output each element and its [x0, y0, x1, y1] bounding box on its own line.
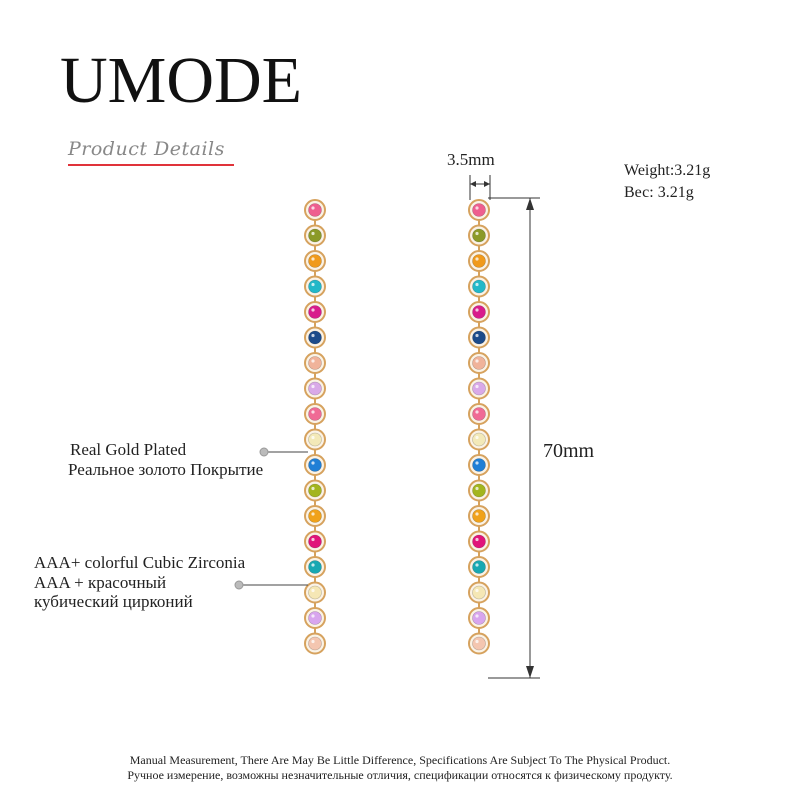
right-stone-12: [473, 484, 486, 497]
right-stone-sparkle-8: [475, 385, 478, 388]
left-stone-5: [309, 306, 322, 319]
right-stone-5: [473, 306, 486, 319]
zirconia-label-ru-1: AAA + красочный: [34, 573, 167, 592]
right-stone-6: [473, 331, 486, 344]
right-stone-sparkle-17: [475, 614, 478, 617]
left-stone-sparkle-12: [311, 487, 314, 490]
right-stone-sparkle-12: [475, 487, 478, 490]
length-dimension-label: 70mm: [543, 440, 595, 462]
right-stone-sparkle-11: [475, 461, 478, 464]
right-stone-sparkle-1: [475, 206, 478, 209]
right-stone-sparkle-7: [475, 359, 478, 362]
disclaimer-en: Manual Measurement, There Are May Be Little Difference, Specifications Are Subject To The Physical Product.: [129, 753, 671, 767]
left-stone-sparkle-14: [311, 538, 314, 541]
zirconia-label-ru-2: кубический цирконий: [34, 592, 193, 611]
right-stone-4: [473, 280, 486, 293]
left-stone-16: [309, 586, 322, 599]
left-stone-sparkle-3: [311, 257, 314, 260]
right-stone-15: [473, 561, 486, 574]
right-stone-sparkle-5: [475, 308, 478, 311]
right-stone-sparkle-14: [475, 538, 478, 541]
weight-label-en: Weight:3.21g: [624, 162, 711, 179]
left-stone-sparkle-13: [311, 512, 314, 515]
left-stone-7: [309, 357, 322, 370]
left-stone-9: [309, 408, 322, 421]
right-stone-3: [473, 255, 486, 268]
left-stone-6: [309, 331, 322, 344]
left-stone-12: [309, 484, 322, 497]
right-stone-9: [473, 408, 486, 421]
earring-right: [469, 200, 489, 654]
left-stone-1: [309, 204, 322, 217]
right-stone-sparkle-16: [475, 589, 478, 592]
right-stone-sparkle-10: [475, 436, 478, 439]
left-stone-14: [309, 535, 322, 548]
right-stone-sparkle-2: [475, 232, 478, 235]
right-stone-sparkle-18: [475, 640, 478, 643]
left-stone-sparkle-18: [311, 640, 314, 643]
left-stone-10: [309, 433, 322, 446]
left-stone-sparkle-15: [311, 563, 314, 566]
left-stone-sparkle-7: [311, 359, 314, 362]
left-stone-sparkle-6: [311, 334, 314, 337]
right-stone-7: [473, 357, 486, 370]
right-stone-13: [473, 510, 486, 523]
brand-tagline: Product Details: [68, 138, 225, 160]
left-stone-8: [309, 382, 322, 395]
right-stone-16: [473, 586, 486, 599]
left-stone-sparkle-4: [311, 283, 314, 286]
left-stone-sparkle-17: [311, 614, 314, 617]
right-stone-sparkle-15: [475, 563, 478, 566]
disclaimer-ru: Ручное измерение, возможны незначительные отличия, спецификации относятся к физическому продукту.: [127, 768, 673, 782]
gold-plated-label-en: Real Gold Plated: [70, 440, 187, 459]
right-stone-sparkle-3: [475, 257, 478, 260]
length-arrowhead-bottom: [526, 666, 534, 678]
right-stone-8: [473, 382, 486, 395]
zirconia-label-en: AAA+ colorful Cubic Zirconia: [34, 553, 246, 572]
left-stone-4: [309, 280, 322, 293]
right-stone-sparkle-9: [475, 410, 478, 413]
width-arrowhead-left: [470, 181, 476, 187]
left-stone-13: [309, 510, 322, 523]
brand-logo: UMODE: [60, 44, 302, 117]
width-arrowhead-right: [484, 181, 490, 187]
weight-label-ru: Вес: 3.21g: [624, 184, 694, 201]
width-dimension-label: 3.5mm: [447, 150, 495, 169]
left-stone-11: [309, 459, 322, 472]
left-stone-sparkle-9: [311, 410, 314, 413]
right-stone-14: [473, 535, 486, 548]
length-arrowhead-top: [526, 198, 534, 210]
right-stone-10: [473, 433, 486, 446]
right-stone-18: [473, 637, 486, 650]
right-stone-11: [473, 459, 486, 472]
right-stone-17: [473, 612, 486, 625]
gold-plated-label-ru: Реальное золото Покрытие: [68, 460, 264, 479]
left-stone-sparkle-10: [311, 436, 314, 439]
left-stone-sparkle-16: [311, 589, 314, 592]
left-stone-sparkle-1: [311, 206, 314, 209]
right-stone-sparkle-6: [475, 334, 478, 337]
gold-leader-dot: [260, 448, 268, 456]
left-stone-sparkle-2: [311, 232, 314, 235]
left-stone-18: [309, 637, 322, 650]
right-stone-1: [473, 204, 486, 217]
left-stone-sparkle-5: [311, 308, 314, 311]
right-stone-sparkle-4: [475, 283, 478, 286]
right-stone-2: [473, 229, 486, 242]
left-stone-3: [309, 255, 322, 268]
left-stone-2: [309, 229, 322, 242]
zirconia-leader-dot: [235, 581, 243, 589]
left-stone-sparkle-8: [311, 385, 314, 388]
left-stone-17: [309, 612, 322, 625]
left-stone-15: [309, 561, 322, 574]
right-stone-sparkle-13: [475, 512, 478, 515]
left-stone-sparkle-11: [311, 461, 314, 464]
